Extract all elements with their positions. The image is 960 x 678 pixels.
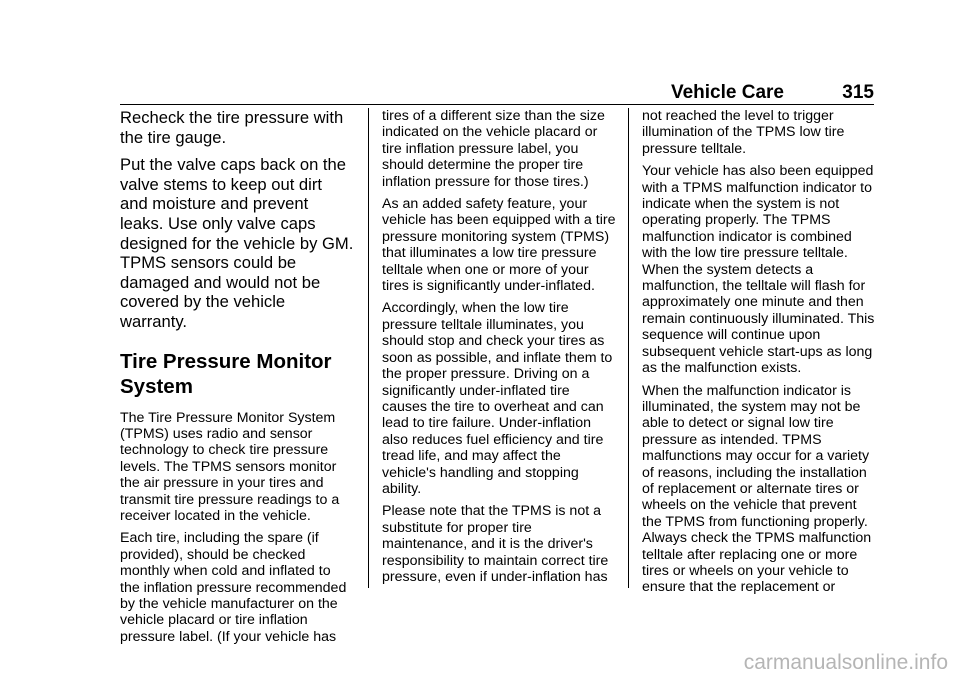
paragraph-not-substitute: Please note that the TPMS is not a substitute for proper tire maintenance, and it is the driver's responsibility to maintain correct tire pressure, even if under-inflation has — [382, 503, 609, 585]
paragraph-different-size: tires of a different size than the size indicated on the vehicle placard or tire inflation pressure label, you should determine the proper tire inflation pressure for those tires.) — [382, 108, 605, 190]
column-divider — [368, 108, 369, 588]
header-divider — [120, 104, 874, 105]
page-header — [120, 80, 874, 104]
section-title: Vehicle Care — [670, 82, 784, 103]
paragraph-not-reached: not reached the level to trigger illumination of the TPMS low tire pressure telltale. — [642, 108, 845, 157]
paragraph-monthly-check: Each tire, including the spare (if provided), should be checked monthly when cold and inflated to the inflation pressure recommended by the vehicle manufacturer on the vehicle placard or tire inflation pressure label. (If your vehicle has — [120, 530, 347, 645]
column-3 — [642, 108, 876, 596]
column-2 — [382, 108, 616, 585]
paragraph-accordingly: Accordingly, when the low tire pressure telltale illuminates, you should stop and check your tires as soon as possible, and inflate them to the proper pressure. Driving on a significantly under-inflated tire causes the tire to overheat and can lead to tire failure. Under-inflation also reduces fuel efficiency and tire tread life, and may affect the vehicle's handling and stopping ability. — [382, 300, 613, 497]
section-heading-tpms: Tire Pressure Monitor System — [120, 349, 332, 398]
paragraph-malfunction-illuminated: When the malfunction indicator is illuminated, the system may not be able to detect or signal low tire pressure as intended. TPMS malfunctions may occur for a variety of reasons, including the installation of replacement or alternate tires or wheels on the vehicle that prevent the TPMS from functioning properly. Always check the TPMS malfunction telltale after replacing one or more tires or wheels on your vehicle to ensure that the replacement or — [642, 382, 872, 596]
column-1 — [120, 108, 354, 645]
page-number: 315 — [842, 82, 874, 103]
paragraph-valve-caps: Put the valve caps back on the valve stems to keep out dirt and moisture and prevent leaks. Use only valve caps designed for the vehicle by GM. TPMS sensors could be damaged and would not be covered by the vehicle warranty. — [120, 155, 354, 331]
column-divider — [628, 108, 629, 588]
paragraph-malfunction-indicator: Your vehicle has also been equipped with a TPMS malfunction indicator to indicate when the system is not operating properly. The TPMS malfunction indicator is combined with the low tire pressure telltale. When the system detects a malfunction, the telltale will flash for approximately one minute and then remain continuously illuminated. This sequence will continue upon subsequent vehicle start-ups as long as the malfunction exists. — [642, 163, 875, 377]
watermark: carmanualsonline.info — [743, 651, 948, 674]
paragraph-safety-feature: As an added safety feature, your vehicle has been equipped with a tire pressure monitoring system (TPMS) that illuminates a low tire pressure telltale when one or more of your tires is significantly under-inflated. — [382, 196, 616, 295]
paragraph-recheck: Recheck the tire pressure with the tire gauge. — [120, 108, 344, 147]
paragraph-tpms-intro: The Tire Pressure Monitor System (TPMS) uses radio and sensor technology to check tire pressure levels. The TPMS sensors monitor the air pressure in your tires and transmit tire pressure readings to a receiver located in the vehicle. — [120, 409, 340, 524]
